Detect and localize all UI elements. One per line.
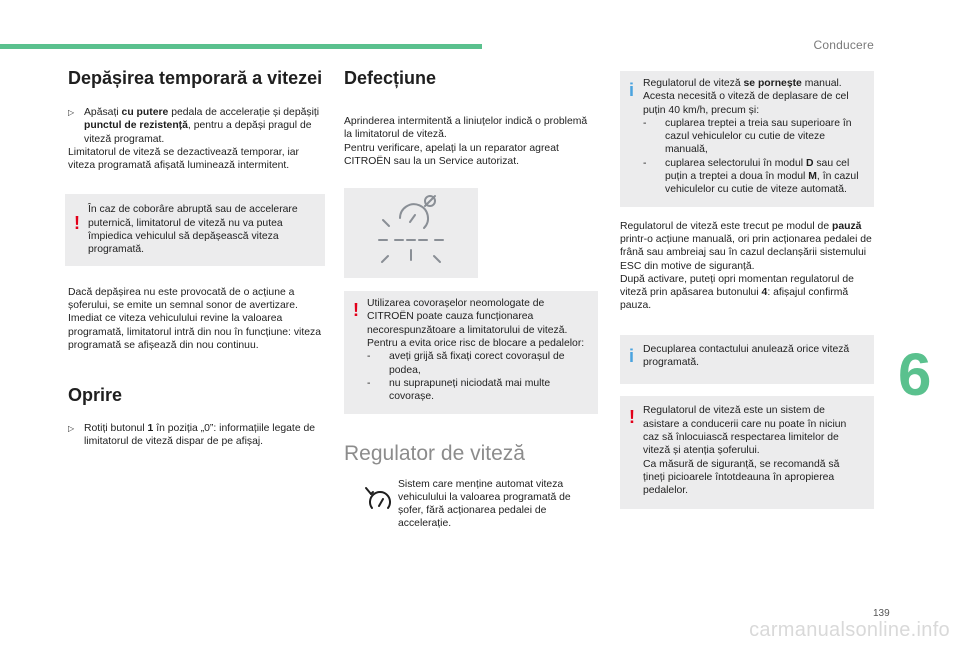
text: printr-o acțiune manuală, ori prin acționarea pedalei de frână sau ambreiaj sau în cazul declanșării sistemului ESC din motive de siguranță. <box>620 233 872 272</box>
info-text: Decuplarea contactului anulează orice viteză programată. <box>643 343 850 369</box>
paragraph-button-4 <box>620 273 874 313</box>
warning-icon: ! <box>353 300 359 321</box>
paragraph: Aprinderea intermitentă a liniuțelor indică o problemă la limitatorul de viteză. <box>344 116 588 141</box>
text: Apăsați <box>84 107 122 118</box>
dash-item: - aveți grijă să fixați corect covorașul de podea, <box>367 350 588 377</box>
section-title-cruise: Regulator de viteză <box>344 441 525 465</box>
warning-text: Ca măsură de siguranță, se recomandă să țineți picioarele întotdeauna în apropierea pedalelor. <box>643 458 840 497</box>
text: Regulatorul de viteză <box>643 78 744 89</box>
text: Rotiți butonul <box>84 423 148 435</box>
warning-text: În caz de coborâre abruptă sau de accelerare puternică, limitatorul de viteză nu va putea împiedica vehiculul să depășească viteza programată. <box>88 204 298 256</box>
warning-box-descent <box>65 194 325 265</box>
warning-box-assistance <box>620 396 874 509</box>
dash-text: nu suprapuneți niciodată mai multe covorașe. <box>389 377 551 403</box>
text-bold: 1 <box>147 423 154 435</box>
dash-item: - nu suprapuneți niciodată mai multe covorașe. <box>367 377 588 404</box>
info-icon: i <box>629 80 635 100</box>
info-box-ignition <box>620 335 874 385</box>
paragraph-pause <box>620 220 874 273</box>
info-box-activation <box>620 71 874 207</box>
dash-text <box>665 157 864 197</box>
text-bold: pauză <box>831 220 862 232</box>
warning-icon: ! <box>74 213 80 234</box>
text: sau cel puțin a treptei a doua în modul <box>665 157 850 183</box>
warning-text: Utilizarea covorașelor neomologate de CITROËN poate cauza funcționarea necorespunzătoare a limitatorului de viteză. <box>367 298 568 336</box>
paragraph: Imediat ce viteza vehiculului revine la valoarea programată, limitatorul intră din nou în funcțiune: viteza programată se afișează din nou continuu. <box>68 313 321 351</box>
text: manual. <box>801 78 842 89</box>
dash-text: cuplarea treptei a treia sau superioare în cazul vehiculelor cu cutie de viteze manuală, <box>665 117 852 156</box>
section-title-malfunction: Defecțiune <box>344 68 437 88</box>
text: în poziția „0”: informațiile legate de limitatorul de viteză dispar de pe afișaj. <box>84 423 316 448</box>
text: , în cazul vehiculelor cu cutie de viteze automată. <box>665 171 859 196</box>
dash-item: - cuplarea treptei a treia sau superioare în cazul vehiculelor cu cutie de viteze manuală, <box>643 117 864 157</box>
info-text <box>643 77 864 90</box>
text-bold: D <box>805 157 814 169</box>
section-progress-bar <box>0 44 482 49</box>
column-malfunction <box>344 68 598 531</box>
bullet-turn-knob <box>68 422 324 449</box>
warning-text: Regulatorul de viteză este un sistem de asistare a conducerii care nu poate în niciun caz să înlocuiască respectarea limitelor de viteză și atenția șoferului. <box>643 405 847 457</box>
info-icon: i <box>629 345 635 366</box>
text: pedala de accelerație și depășiți <box>168 107 320 118</box>
display-illustration <box>344 188 478 278</box>
text-bold: M <box>808 171 817 183</box>
text-bold: punctul de rezistență <box>84 120 188 132</box>
chapter-number: 6 <box>898 341 932 408</box>
text-bold: cu putere <box>121 107 169 118</box>
paragraph: Limitatorul de viteză se dezactivează temporar, iar viteza programată afișată luminează intermitent. <box>68 146 300 172</box>
paragraph: Dacă depășirea nu este provocată de o acțiune a șoferului, se emite un semnal sonor de avertizare. <box>68 286 298 311</box>
text-bold: 4 <box>761 287 768 299</box>
watermark: carmanualsonline.info <box>749 619 950 641</box>
cruise-intro <box>344 478 598 531</box>
column-cruise-details <box>620 71 874 509</box>
text-bold: se pornește <box>743 78 802 89</box>
section-title-exceed: Depășirea temporară a vitezei <box>68 68 323 88</box>
warning-box-mats <box>344 291 598 413</box>
paragraph: Pentru verificare, apelați la un reparator agreat CITROËN sau la un Service autorizat. <box>344 142 559 167</box>
dash-item: - cuplarea selectorului în modul D sau cel puțin a treptei a doua în modul M, în cazul vehiculelor cu cutie de viteze automată. <box>643 157 864 197</box>
dash-text: aveți grijă să fixați corect covorașul de podea, <box>389 351 565 376</box>
warning-icon: ! <box>629 407 635 428</box>
cruise-control-icon <box>364 486 394 516</box>
bullet-press-pedal <box>68 106 324 146</box>
speed-limiter-display-icon <box>344 188 478 278</box>
text: După activare, puteți opri momentan regulatorul de viteză prin apăsarea butonului <box>620 273 854 299</box>
info-text: Acesta necesită o viteză de deplasare de cel puțin 40 km/h, precum și: <box>643 91 849 116</box>
page-number: 139 <box>873 608 890 619</box>
text: Regulatorul de viteză este trecut pe modul de <box>620 220 832 232</box>
section-title-stop: Oprire <box>68 385 123 406</box>
cruise-description: Sistem care menține automat viteza vehiculului la valoarea programată de șofer, fără acționarea pedalei de accelerație. <box>398 478 571 530</box>
section-label: Conducere <box>813 38 874 52</box>
warning-text: Pentru a evita orice risc de blocare a pedalelor: <box>367 338 585 350</box>
text: cuplarea selectorului în modul <box>665 157 806 169</box>
text: : afișajul confirmă pauza. <box>620 287 849 312</box>
column-speed-exceed <box>68 68 324 449</box>
text: , pentru a depăși pragul de viteză programat. <box>84 120 312 145</box>
